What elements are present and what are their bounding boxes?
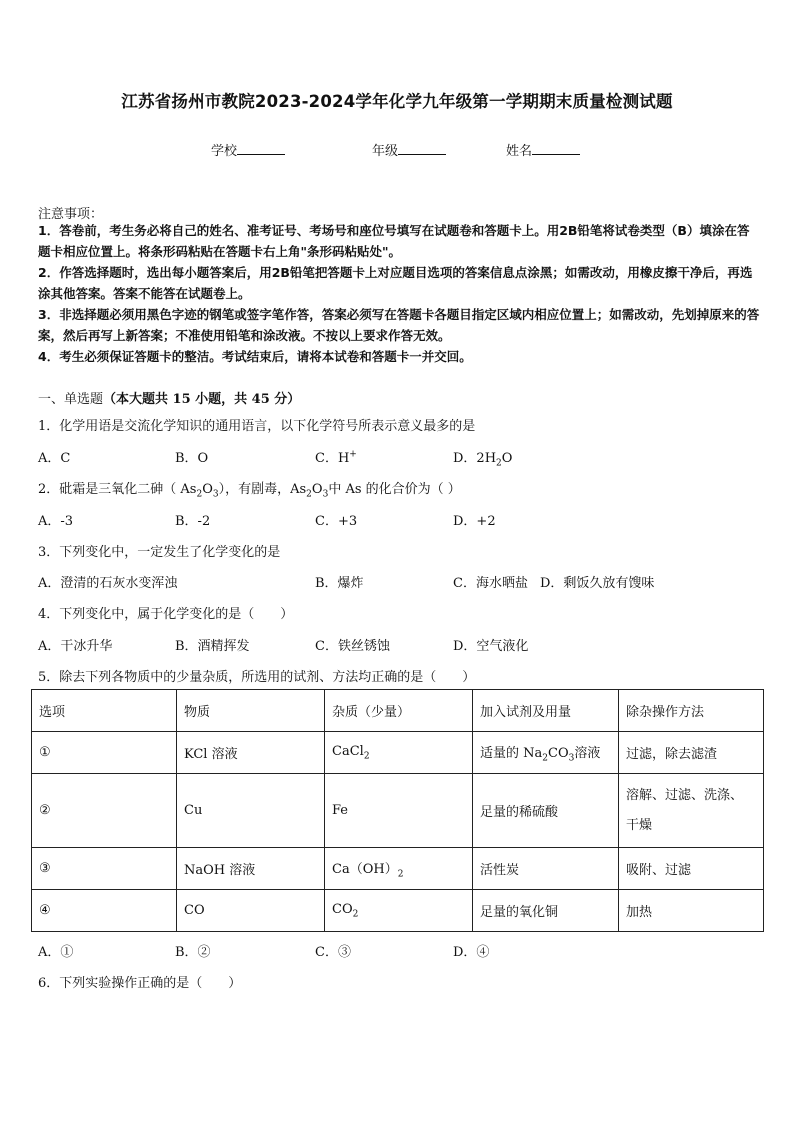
name-blank: [532, 142, 580, 155]
table-cell: Cu: [177, 774, 325, 848]
option-a: A．①: [38, 945, 74, 960]
option-d: D．+2: [453, 514, 496, 529]
purification-table: [31, 689, 764, 932]
table-header-cell: 杂质（少量）: [325, 690, 473, 732]
option-a: A．C: [38, 451, 71, 466]
table-cell: NaOH 溶液: [177, 848, 325, 890]
table-header-cell: 物质: [177, 690, 325, 732]
table-header-cell: 除杂操作方法: [619, 690, 764, 732]
table-cell: 足量的氧化铜: [473, 890, 619, 932]
table-header-cell: 选项: [32, 690, 177, 732]
table-header-row: [32, 690, 764, 732]
table-row: [32, 774, 764, 848]
table-cell: 吸附、过滤: [619, 848, 764, 890]
option-d: D．④: [453, 945, 490, 960]
option-d: D．$2H_2O$: [453, 451, 513, 469]
table-cell: ②: [32, 774, 177, 848]
option-c: C．③: [315, 945, 351, 960]
table-row: [32, 848, 764, 890]
school-label: 学校: [211, 144, 238, 159]
table-cell: $Ca(OH)_2$: [325, 848, 473, 890]
table-cell: ③: [32, 848, 177, 890]
table-cell: ④: [32, 890, 177, 932]
question-stem: 3．下列变化中，一定发生了化学变化的是: [38, 545, 281, 560]
page-title: 江苏省扬州市教院2023-2024学年化学九年级第一学期期末质量检测试题: [121, 92, 673, 111]
name-label: 姓名: [506, 144, 533, 159]
table-cell: Fe: [325, 774, 473, 848]
grade-field: [372, 140, 446, 159]
option-c: C．海水晒盐: [453, 576, 528, 591]
table-cell: 活性炭: [473, 848, 619, 890]
option-c: C．H+: [315, 449, 357, 466]
option-a: A．-3: [38, 514, 74, 529]
question-stem: 1．化学用语是交流化学知识的通用语言，以下化学符号所表示意义最多的是: [38, 419, 476, 434]
school-blank: [237, 142, 285, 155]
table-cell: 加热: [619, 890, 764, 932]
note-item: 2．作答选择题时，选出每小题答案后，用2B铅笔把答题卡上对应题目选项的答案信息点涂黑；如需改动，用橡皮擦干净后，再选涂其他答案。答案不能答在试题卷上。: [38, 265, 753, 301]
grade-label: 年级: [372, 144, 399, 159]
grade-blank: [398, 142, 446, 155]
section-label: 一、单选题: [38, 392, 104, 407]
table-row: [32, 890, 764, 932]
table-cell: 足量的稀硫酸: [473, 774, 619, 848]
notes-heading: 注意事项：: [38, 207, 104, 222]
table-header-cell: 加入试剂及用量: [473, 690, 619, 732]
table-cell: 溶解、过滤、洗涤、 干燥: [619, 774, 764, 848]
option-c: C．+3: [315, 514, 358, 529]
option-d: D．剩饭久放有馊味: [540, 576, 655, 591]
table-cell: CO: [177, 890, 325, 932]
option-c: C．铁丝锈蚀: [315, 639, 390, 654]
table-cell: CaCl$_2$: [325, 732, 473, 774]
table-cell: 过滤，除去滤渣: [619, 732, 764, 774]
option-b: B．酒精挥发: [175, 639, 250, 654]
section-detail: （本大题共 15 小题，共 45 分）: [103, 392, 301, 407]
question-stem: 6．下列实验操作正确的是（ ）: [38, 976, 242, 991]
note-item: 3．非选择题必须用黑色字迹的钢笔或签字笔作答，答案必须写在答题卡各题目指定区域内相应位置上；如需改动，先划掉原来的答案，然后再写上新答案；不准使用铅笔和涂改液。不按以上要求作答无效。: [38, 307, 760, 343]
table-cell: $CO_2$: [325, 890, 473, 932]
table-row: [32, 732, 764, 774]
table-cell: KCl 溶液: [177, 732, 325, 774]
note-item: 1．答卷前，考生务必将自己的姓名、准考证号、考场号和座位号填写在试题卷和答题卡上。用2B铅笔将试卷类型（B）填涂在答题卡相应位置上。将条形码粘贴在答题卡右上角"条形码粘贴处"。: [38, 223, 750, 259]
option-b: B．-2: [175, 514, 211, 529]
section-heading: [38, 388, 300, 407]
note-item: 4．考生必须保证答题卡的整洁。考试结束后，请将本试卷和答题卡一并交回。: [38, 349, 472, 364]
question-stem: 5．除去下列各物质中的少量杂质，所选用的试剂、方法均正确的是（ ）: [38, 670, 476, 685]
option-a: A．澄清的石灰水变浑浊: [38, 576, 178, 591]
option-b: B．爆炸: [315, 576, 364, 591]
option-b: B．②: [175, 945, 211, 960]
option-a: A．干冰升华: [38, 639, 113, 654]
school-field: [211, 140, 285, 159]
option-d: D．空气液化: [453, 639, 529, 654]
name-field: [506, 140, 580, 159]
option-b: B．O: [175, 451, 209, 466]
table-cell: ①: [32, 732, 177, 774]
question-stem: 2．砒霜是三氧化二砷（ $As_2O_3$），有剧毒，$As_2O_3$中 As 的化合价为（ ）: [38, 482, 461, 500]
question-stem: 4．下列变化中，属于化学变化的是（ ）: [38, 607, 294, 622]
table-cell: 适量的 $Na_2CO_3$溶液: [473, 732, 619, 774]
